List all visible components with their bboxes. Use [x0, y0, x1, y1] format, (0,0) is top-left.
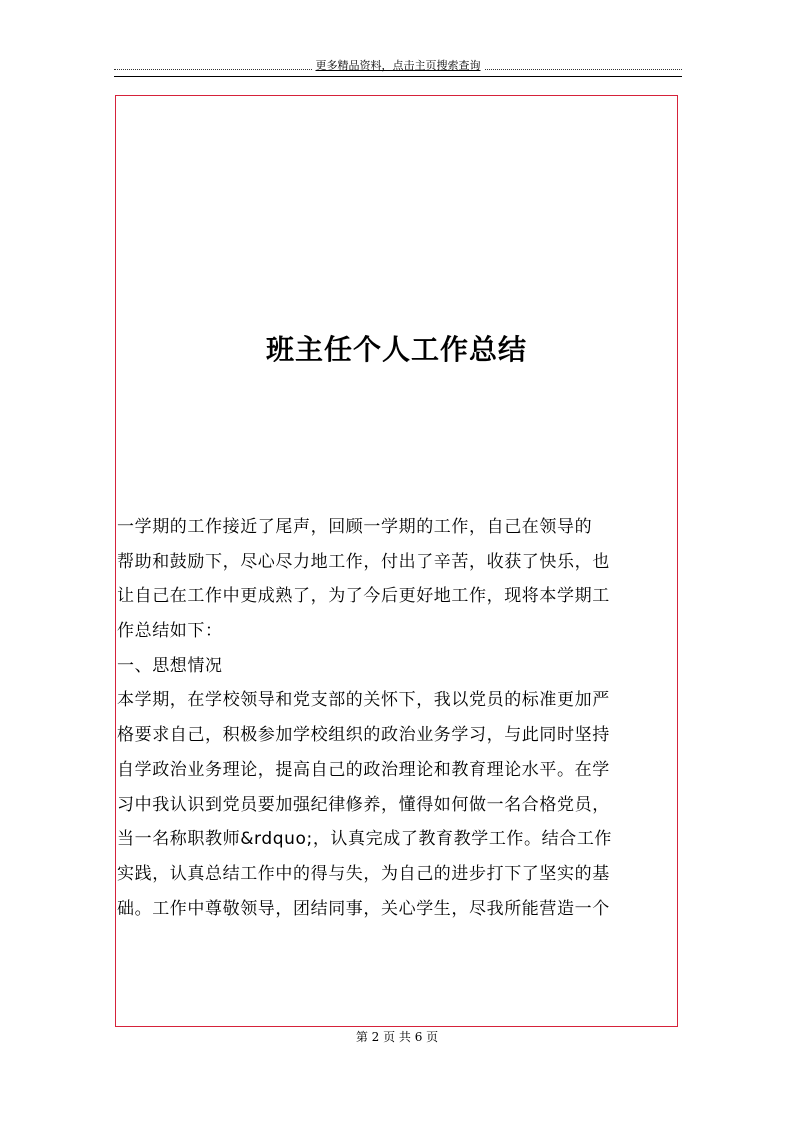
body-line: 础。工作中尊敬领导，团结同事，关心学生，尽我所能营造一个: [117, 898, 610, 919]
body-line: 一学期的工作接近了尾声，回顾一学期的工作，自己在领导的: [117, 517, 593, 537]
document-body: [117, 510, 677, 926]
body-line: 本学期，在学校领导和党支部的关怀下，我以党员的标准更加严: [117, 690, 610, 711]
document-title: 班主任个人工作总结: [265, 333, 527, 366]
body-line: 自学政治业务理论，提高自己的政治理论和教育理论水平。在学: [117, 759, 610, 780]
section-heading: 一、思想情况: [117, 655, 223, 676]
header-link-text[interactable]: 更多精品资料，点击主页搜索查询: [313, 59, 484, 72]
body-line: 让自己在工作中更成熟了，为了今后更好地工作，现将本学期工: [117, 586, 610, 607]
page-header: [114, 58, 682, 77]
body-line: 习中我认识到党员要加强纪律修养，懂得如何做一名合格党员，: [117, 794, 610, 815]
header-text: [114, 59, 682, 73]
page-number-footer: 第 2 页 共 6 页: [355, 1030, 439, 1044]
body-line: 当一名称职教师&rdquo;，认真完成了教育教学工作。结合工作: [117, 829, 613, 850]
body-line: 实践，认真总结工作中的得与失，为自己的进步打下了坚实的基: [117, 863, 610, 884]
body-line: 格要求自己，积极参加学校组织的政治业务学习，与此同时坚持: [117, 725, 610, 746]
body-line: 作总结如下：: [117, 621, 223, 642]
body-line: 帮助和鼓励下，尽心尽力地工作，付出了辛苦，收获了快乐，也: [117, 551, 610, 572]
